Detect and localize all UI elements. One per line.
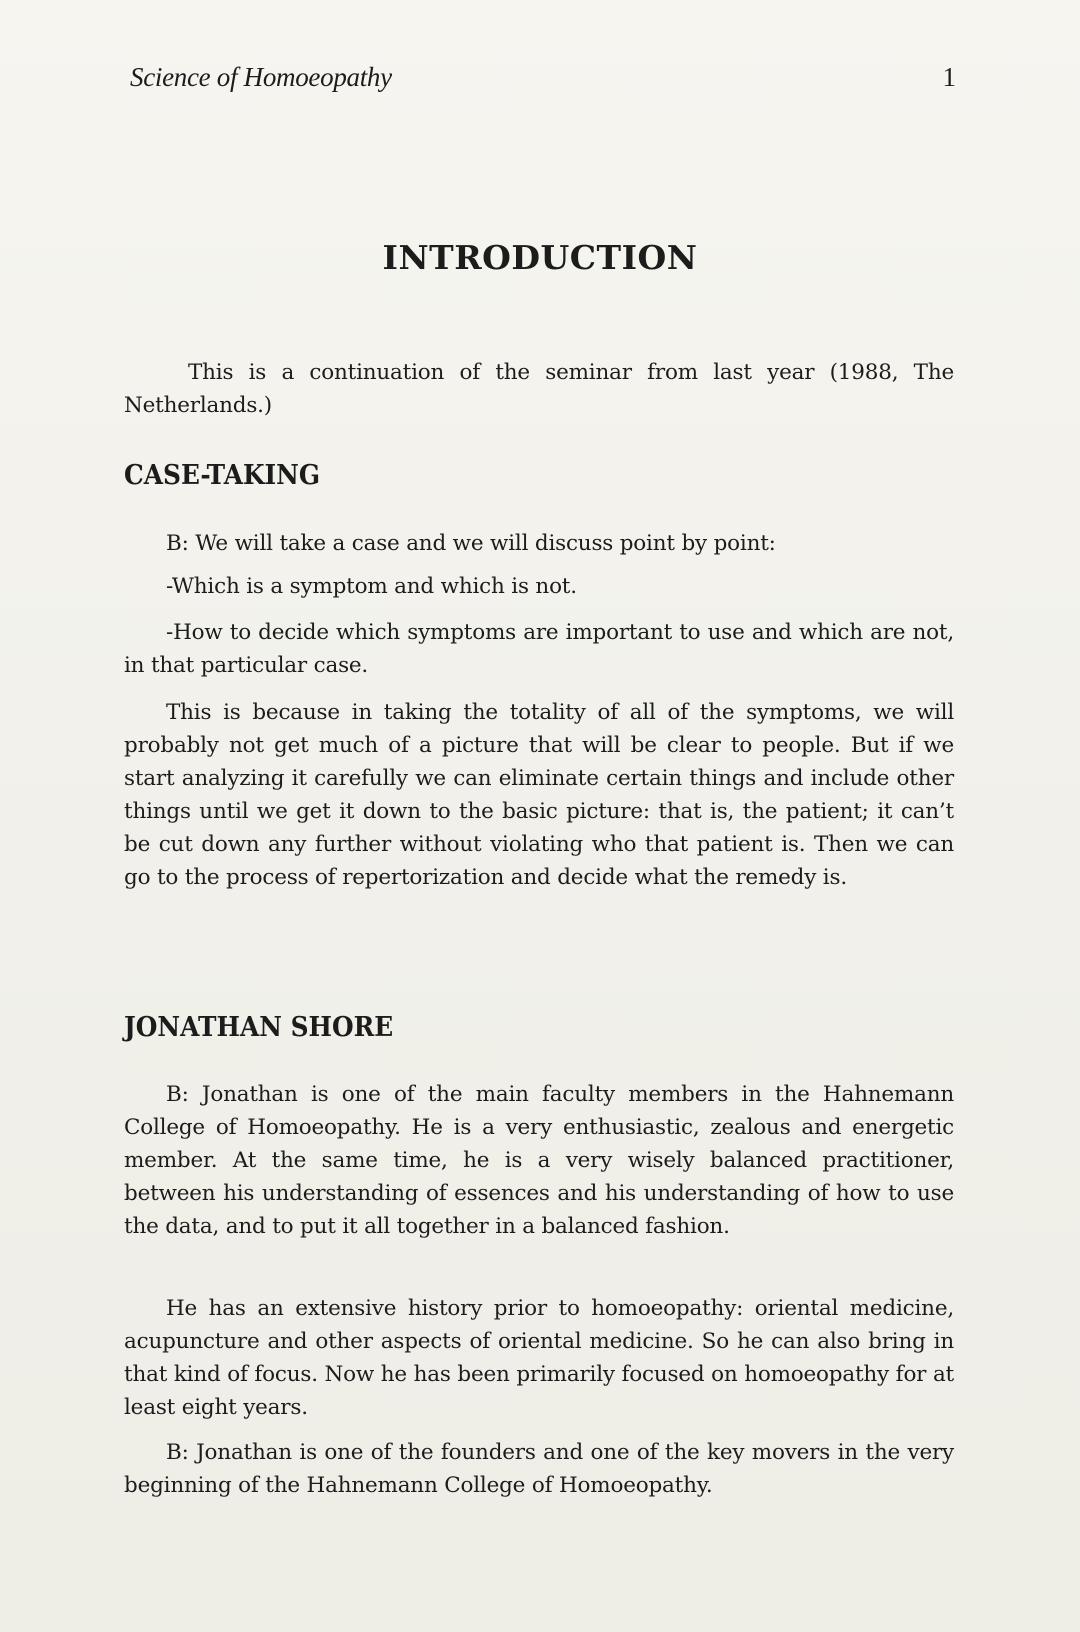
case-taking-lead: B: We will take a case and we will discuss point by point: — [166, 531, 776, 556]
intro-paragraph: This is a continuation of the seminar from last year (1988, The Netherlands.) — [124, 360, 954, 418]
page-title: INTRODUCTION — [382, 238, 698, 277]
show-through-texture — [130, 110, 950, 143]
page-number: 1 — [942, 62, 956, 92]
section-heading-case-taking: CASE-TAKING — [124, 460, 321, 491]
jonathan-paragraph-2: He has an extensive history prior to homoeopathy: oriental medicine, acupuncture and other aspects of oriental medicine. So he can also bring in that kind of focus. Now he has been primarily focused on homoeopathy for at least eight years. — [124, 1296, 954, 1420]
case-taking-point-2: -How to decide which symptoms are important to use and which are not, in that particular case. — [124, 620, 954, 678]
running-title: Science of Homoeopathy — [130, 62, 392, 92]
section-heading-jonathan-shore: JONATHAN SHORE — [124, 1012, 394, 1043]
jonathan-paragraph-1: B: Jonathan is one of the main faculty members in the Hahnemann College of Homoeopathy. He is a very enthusiastic, zealous and energetic member. At the same time, he is a very wisely balanced practitioner, between his understanding of essences and his understanding of how to use the data, and to put it all together in a balanced fashion. — [124, 1082, 954, 1239]
jonathan-paragraph-3: B: Jonathan is one of the founders and one of the key movers in the very beginning of the Hahnemann College of Homoeopathy. — [124, 1440, 954, 1498]
case-taking-paragraph: This is because in taking the totality of all of the symptoms, we will probably not get much of a picture that will be clear to people. But if we start analyzing it carefully we can eliminate certain things and include other things until we get it down to the basic picture: that is, the patient; it can’t be cut down any further without violating who that patient is. Then we can go to the process of repertorization and decide what the remedy is. — [124, 700, 954, 890]
case-taking-point-1: -Which is a symptom and which is not. — [166, 574, 577, 599]
